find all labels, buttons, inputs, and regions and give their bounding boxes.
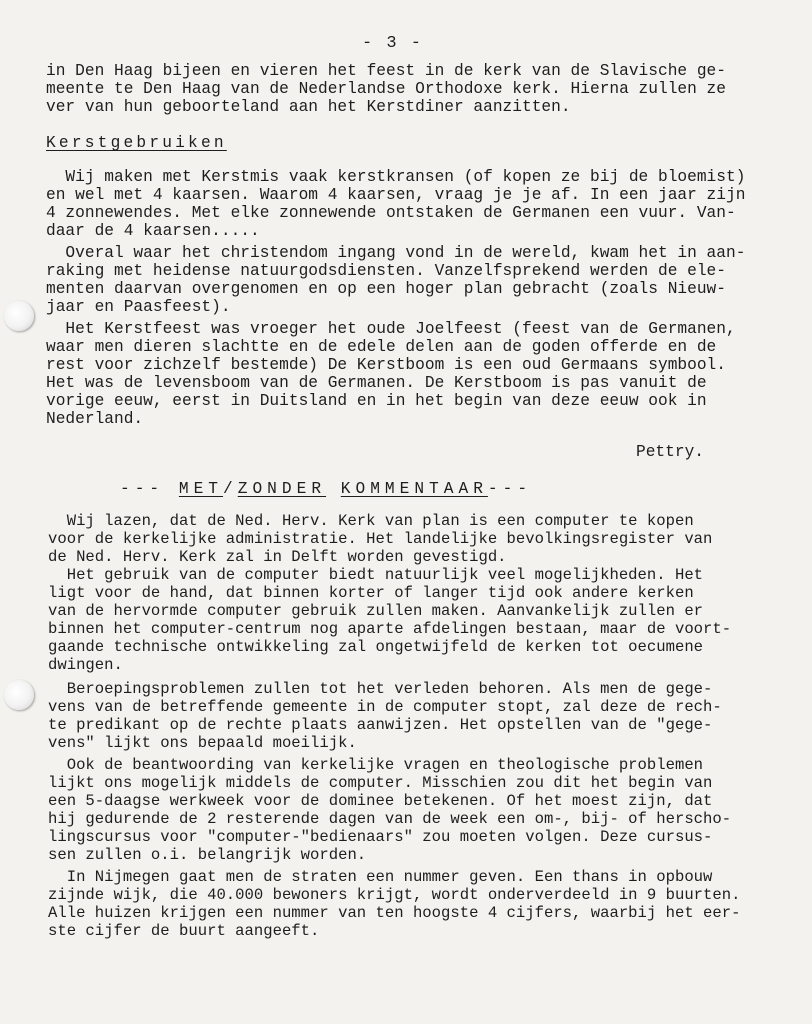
body-line: ste cijfer de buurt aangeeft. <box>48 922 320 940</box>
body-line: Wij maken met Kerstmis vaak kerstkransen (of kopen ze bij de bloemist) <box>46 168 746 186</box>
section-heading-kerstgebruiken: Kerstgebruiken <box>46 134 227 152</box>
body-line: gaande technische ontwikkeling zal ongetwijfeld de kerken tot oecumene <box>48 638 704 656</box>
body-line: Het Kerstfeest was vroeger het oude Joelfeest (feest van de Germanen, <box>46 320 736 338</box>
body-line: van de hervormde computer gebruik zullen maken. Aanvankelijk zullen er <box>48 602 704 620</box>
section-heading-met-zonder-kommentaar <box>120 480 532 498</box>
body-line: een 5-daagse werkweek voor de dominee betekenen. Of het moest zijn, dat <box>48 792 713 810</box>
body-line: voor de kerkelijke administratie. Het landelijke bevolkingsregister van <box>48 530 713 548</box>
body-line: raking met heidense natuurgodsdiensten. Vanzelfsprekend werden de ele- <box>46 262 726 280</box>
body-line: 4 zonnewendes. Met elke zonnewende ontstaken de Germanen een vuur. Van- <box>46 204 736 222</box>
body-line: Alle huizen krijgen een nummer van ten hoogste 4 cijfers, waarbij het eer- <box>48 904 741 922</box>
body-line: zijnde wijk, die 40.000 bewoners krijgt, wordt onderverdeeld in 9 buurten. <box>48 886 741 904</box>
intro-line: ver van hun geboorteland aan het Kerstdiner aanzitten. <box>46 98 571 116</box>
body-line: dwingen. <box>48 656 123 674</box>
heading-kommentaar: KOMMENTAAR <box>340 480 488 498</box>
punch-hole-bottom <box>4 680 34 710</box>
body-line: Ook de beantwoording van kerkelijke vragen en theologische problemen <box>48 756 704 774</box>
heading-slash: / <box>223 480 238 498</box>
body-line: waar men dieren slachtte en de edele delen aan de goden offerde en de <box>46 338 717 356</box>
intro-line: meente te Den Haag van de Nederlandse Orthodoxe kerk. Hierna zullen ze <box>46 80 726 98</box>
body-line: daar de 4 kaarsen..... <box>46 222 260 240</box>
body-line: vorige eeuw, eerst in Duitsland en in het begin van deze eeuw ook in <box>46 392 707 410</box>
body-line: te predikant op de rechte plaats aanwijzen. Het opstellen van de "gege- <box>48 716 713 734</box>
body-line: rest voor zichzelf bestemde) De Kerstboom is een oud Germaans symbool. <box>46 356 726 374</box>
body-line: Overal waar het christendom ingang vond in de wereld, kwam het in aan- <box>46 244 746 262</box>
body-line: ligt voor de hand, dat binnen korter of langer tijd ook andere kerken <box>48 584 694 602</box>
heading-suffix: --- <box>487 480 533 498</box>
intro-line: in Den Haag bijeen en vieren het feest in de kerk van de Slavische ge- <box>46 62 726 80</box>
body-line: Nederland. <box>46 410 144 428</box>
signature: Pettry. <box>636 443 704 461</box>
body-line: Het was de levensboom van de Germanen. De Kerstboom is pas vanuit de <box>46 374 707 392</box>
body-line: Beroepingsproblemen zullen tot het verleden behoren. Als men de gege- <box>48 680 713 698</box>
heading-zonder: ZONDER <box>237 480 327 498</box>
page-number: - 3 - <box>362 34 424 53</box>
body-line: vens van de betreffende gemeente in de computer stopt, zal deze de rech- <box>48 698 722 716</box>
body-line: sen zullen o.i. belangrijk worden. <box>48 846 367 864</box>
body-line: Wij lazen, dat de Ned. Herv. Kerk van plan is een computer te kopen <box>48 512 694 530</box>
heading-met: MET <box>178 480 224 498</box>
body-line: In Nijmegen gaat men de straten een nummer geven. Een thans in opbouw <box>48 868 713 886</box>
punch-hole-top <box>4 301 34 331</box>
body-line: de Ned. Herv. Kerk zal in Delft worden gevestigd. <box>48 548 507 566</box>
body-line: binnen het computer-centrum nog aparte afdelingen bestaan, maar de voort- <box>48 620 732 638</box>
body-line: lingscursus voor "computer-"bedienaars" zou moeten volgen. Deze cursus- <box>48 828 713 846</box>
body-line: en wel met 4 kaarsen. Waarom 4 kaarsen, vraag je je af. In een jaar zijn <box>46 186 746 204</box>
body-line: hij gedurende de 2 resterende dagen van de week een om-, bij- of herscho- <box>48 810 732 828</box>
body-line: menten daarvan overgenomen en op een hoger plan gebracht (zoals Nieuw- <box>46 280 726 298</box>
heading-prefix: --- <box>120 480 165 498</box>
body-line: lijkt ons mogelijk middels de computer. Misschien zou dit het begin van <box>48 774 713 792</box>
body-line: vens" lijkt ons bepaald moeilijk. <box>48 734 357 752</box>
body-line: jaar en Paasfeest). <box>46 298 231 316</box>
body-line: Het gebruik van de computer biedt natuurlijk veel mogelijkheden. Het <box>48 566 704 584</box>
